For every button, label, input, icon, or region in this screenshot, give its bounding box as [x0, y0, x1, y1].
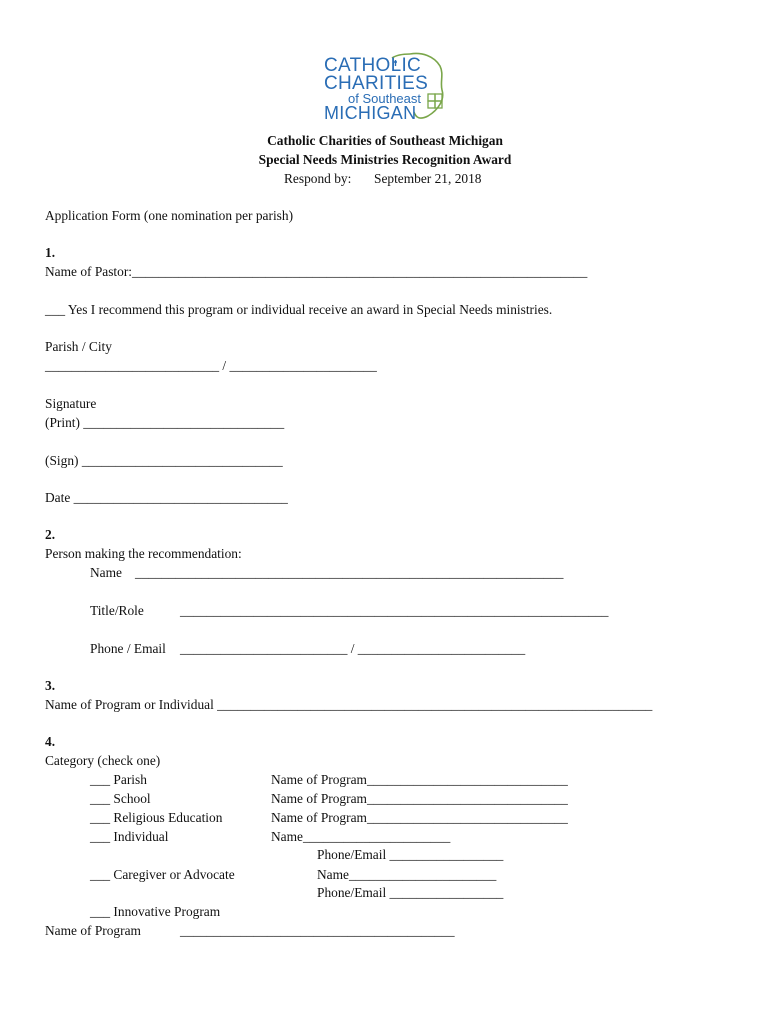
phone-email-label: Phone / Email: [90, 641, 166, 656]
form-intro: Application Form (one nomination per parish): [45, 208, 294, 223]
category-innovative-checkbox[interactable]: ___ Innovative Program: [90, 904, 221, 919]
innovative-program-label: Name of Program: [45, 923, 141, 938]
caregiver-name-field[interactable]: Name______________________: [317, 867, 497, 882]
recommender-name-field[interactable]: ________________________________________________________________: [135, 565, 564, 580]
logo-line-michigan: MICHIGAN: [324, 103, 417, 123]
section-2-number: 2.: [45, 527, 56, 542]
org-title: Catholic Charities of Southeast Michigan: [267, 133, 503, 148]
title-role-field[interactable]: ________________________________________________________________: [180, 603, 609, 618]
sign-field[interactable]: (Sign) ______________________________: [45, 453, 283, 468]
section-1-number: 1.: [45, 245, 56, 260]
section-4-number: 4.: [45, 734, 56, 749]
logo-line-catholic: CATHOLIC: [324, 55, 422, 76]
award-title: Special Needs Ministries Recognition Award: [258, 152, 512, 167]
recommender-name-label: Name: [90, 565, 122, 580]
signature-label: Signature: [45, 396, 97, 411]
program-individual-field[interactable]: Name of Program or Individual _________________________________________________________________: [45, 697, 653, 712]
innovative-program-field[interactable]: _________________________________________: [180, 923, 455, 938]
recommend-checkbox[interactable]: ___ Yes I recommend this program or individual receive an award in Special Needs ministries.: [45, 302, 553, 317]
date-field[interactable]: Date ________________________________: [45, 490, 288, 505]
recommender-label: Person making the recommendation:: [45, 546, 242, 561]
category-school-checkbox[interactable]: ___ School: [90, 791, 151, 806]
category-religious-checkbox[interactable]: ___ Religious Education: [90, 810, 223, 825]
title-role-label: Title/Role: [90, 603, 144, 618]
pastor-name-field[interactable]: Name of Pastor:____________________________________________________________________: [45, 264, 588, 279]
logo-line-charities: CHARITIES: [324, 73, 429, 94]
school-program-field[interactable]: Name of Program______________________________: [271, 791, 568, 806]
parish-program-field[interactable]: Name of Program______________________________: [271, 772, 568, 787]
phone-email-field[interactable]: _________________________ / _________________________: [180, 641, 526, 656]
individual-phone-field[interactable]: Phone/Email _________________: [317, 847, 504, 862]
parish-city-label: Parish / City: [45, 339, 112, 354]
catholic-charities-logo: [322, 52, 450, 122]
parish-city-field[interactable]: __________________________ / ______________________: [45, 358, 377, 373]
caregiver-phone-field[interactable]: Phone/Email _________________: [317, 885, 504, 900]
religious-program-field[interactable]: Name of Program______________________________: [271, 810, 568, 825]
logo-line-southeast: of Southeast: [348, 91, 421, 106]
respond-date: September 21, 2018: [374, 171, 482, 186]
individual-name-field[interactable]: Name______________________: [271, 829, 451, 844]
respond-label: Respond by:: [284, 171, 352, 186]
category-caregiver-checkbox[interactable]: ___ Caregiver or Advocate: [90, 867, 235, 882]
print-name-field[interactable]: (Print) ______________________________: [45, 415, 285, 430]
section-3-number: 3.: [45, 678, 56, 693]
category-label: Category (check one): [45, 753, 161, 768]
category-parish-checkbox[interactable]: ___ Parish: [90, 772, 147, 787]
category-individual-checkbox[interactable]: ___ Individual: [90, 829, 169, 844]
